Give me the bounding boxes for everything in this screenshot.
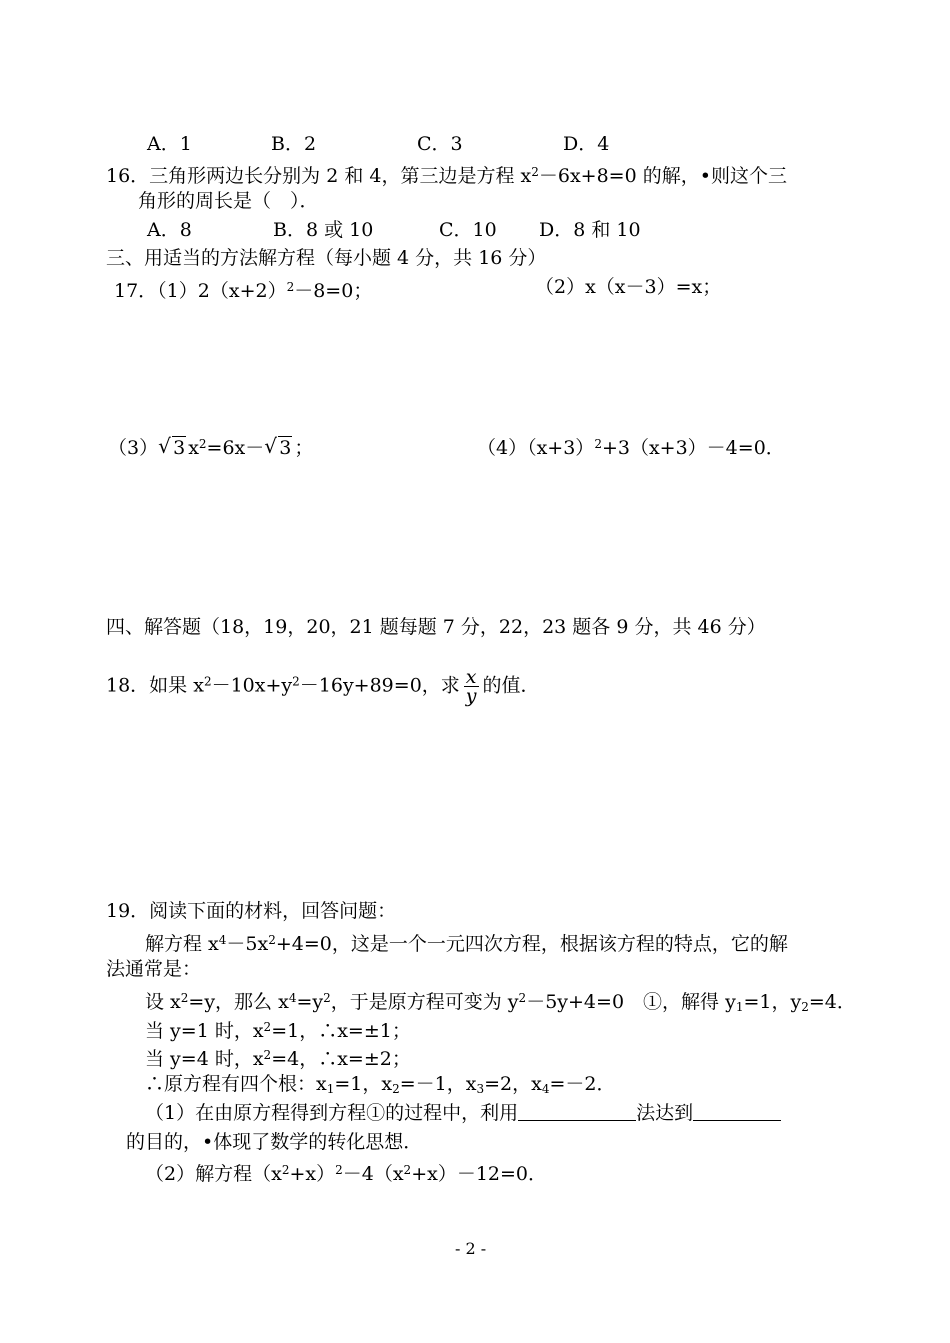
section4-title: 四、解答题（18，19，20，21 题每题 7 分，22，23 题各 9 分，共 46 分） [106, 616, 766, 638]
q19-line9 [145, 1158, 547, 1186]
q19-line7 [145, 1101, 781, 1125]
q19-l6-d: =2，x [484, 1073, 542, 1095]
q15-option-a: A．1 [147, 133, 192, 155]
q17-part3 [108, 432, 313, 460]
q19-l5-a: 当 y=4 时，x [145, 1048, 264, 1070]
q15-option-b: B．2 [271, 133, 317, 155]
q19-l7-b: 法达到 [636, 1102, 694, 1124]
fraction-numerator: x [464, 668, 479, 687]
q19-l7-a: （1）在由原方程得到方程①的过程中，利用 [145, 1102, 519, 1124]
superscript: 2 [594, 437, 602, 451]
q19-l4-a: 当 y=1 时，x [145, 1020, 264, 1042]
q18-a: 18．如果 x [106, 674, 204, 697]
q16-option-d: D．8 和 10 [539, 219, 641, 241]
sqrt-value: 3 [279, 437, 292, 459]
q17-p4-a: （4）（x+3） [477, 437, 595, 459]
q19-l9-d: +x）－12=0． [411, 1163, 548, 1185]
subscript: 4 [541, 1082, 550, 1096]
q19-title: 19．阅读下面的材料，回答问题： [106, 900, 397, 922]
q19-line2: 法通常是： [106, 958, 202, 980]
q19-l6-c: =－1，x [399, 1073, 477, 1095]
q19-l3-a: 设 x [145, 991, 181, 1013]
q19-l6-b: =1，x [334, 1073, 393, 1095]
q18-d: 的值． [482, 674, 540, 697]
q17-part1 [114, 275, 372, 303]
superscript: 2 [323, 991, 331, 1005]
q19-line6 [145, 1072, 616, 1101]
q15-options [147, 132, 609, 156]
q16-option-a: A．8 [147, 219, 192, 241]
q16-option-c: C．10 [439, 219, 497, 241]
q19-l1-b: －5x [226, 933, 269, 955]
q19-l6-a: ∴原方程有四个根：x [145, 1073, 327, 1095]
q16-text-c: 角形的周长是（ ）． [138, 190, 319, 212]
q19-l3-e: －5y+4=0 ①，解得 y [526, 991, 736, 1013]
superscript: 2 [263, 1020, 272, 1034]
superscript: 4 [288, 991, 297, 1005]
q17-p1-b: －8=0； [294, 280, 373, 302]
q18-c: －16y+89=0，求 [299, 674, 460, 697]
q19-l6-e: =－2． [549, 1073, 616, 1095]
q19-l1-c: +4=0，这是一个一元四次方程，根据该方程的特点，它的解 [275, 933, 788, 955]
superscript: 2 [198, 437, 207, 451]
q19-l9-a: （2）解方程（x [145, 1163, 282, 1185]
q15-option-c: C．3 [417, 133, 463, 155]
q17-p3-d: ； [294, 437, 314, 459]
q18 [106, 668, 540, 705]
sqrt-symbol: √ 3 [158, 434, 186, 459]
superscript: 2 [263, 1048, 272, 1062]
q16-text-a: 16．三角形两边长分别为 2 和 4，第三边是方程 x [106, 165, 532, 187]
q19-l3-f: =1，y [743, 991, 802, 1013]
section3-title: 三、用适当的方法解方程（每小题 4 分，共 16 分） [106, 247, 547, 269]
sqrt-value: 3 [173, 437, 186, 459]
superscript: 2 [268, 933, 276, 947]
subscript: 1 [735, 1000, 744, 1014]
answer-blank-2[interactable] [693, 1102, 781, 1121]
answer-blank-1[interactable] [518, 1102, 636, 1121]
superscript: 2 [292, 674, 300, 689]
q19-l5-b: =4，∴x=±2； [271, 1048, 411, 1070]
q19-l9-c: －4（x [342, 1163, 404, 1185]
subscript: 2 [392, 1082, 400, 1096]
q19-l9-b: +x） [289, 1163, 336, 1185]
q17-p1-a: 17．（1）2（x+2） [114, 280, 287, 302]
q16-line2 [138, 189, 319, 213]
q19-l3-c: =y [296, 991, 324, 1013]
q19-l4-b: =1，∴x=±1； [271, 1020, 411, 1042]
superscript: 2 [531, 165, 539, 179]
superscript: 2 [203, 674, 212, 689]
q19-l3-d: ，于是原方程可变为 y [330, 991, 519, 1013]
q19-line4 [145, 1015, 411, 1043]
subscript: 3 [476, 1082, 485, 1096]
q19-l1-a: 解方程 x [145, 933, 219, 955]
superscript: 4 [218, 933, 227, 947]
q17-part2: （2）x（x－3）=x； [535, 276, 722, 298]
q19-l3-g: =4． [808, 991, 856, 1013]
q19-line1 [145, 928, 788, 956]
q18-b: －10x+y [211, 674, 293, 697]
q17-part4 [477, 432, 785, 460]
fraction [464, 668, 479, 705]
q17-p3-a: （3） [108, 437, 159, 459]
q16-options [147, 218, 641, 242]
q17-p3-c: =6x－ [206, 437, 265, 459]
superscript: 2 [335, 1163, 343, 1177]
fraction-denominator: y [465, 685, 477, 707]
q19-line8: 的目的，•体现了数学的转化思想． [126, 1131, 423, 1153]
subscript: 2 [801, 1000, 809, 1014]
superscript: 2 [281, 1163, 290, 1177]
q17-p3-b: x [188, 437, 199, 459]
q16-line1 [106, 160, 787, 188]
q15-option-d: D．4 [563, 133, 610, 155]
sqrt-symbol: √ 3 [264, 434, 292, 459]
superscript: 2 [180, 991, 189, 1005]
superscript: 2 [403, 1163, 412, 1177]
page-number: - 2 - [455, 1239, 487, 1258]
superscript: 2 [518, 991, 527, 1005]
q19-l3-b: =y，那么 x [188, 991, 289, 1013]
q17-p4-b: +3（x+3）－4=0． [601, 437, 785, 459]
q19-line5 [145, 1043, 411, 1071]
subscript: 1 [326, 1082, 335, 1096]
q16-text-b: －6x+8=0 的解，•则这个三 [538, 165, 787, 187]
q16-option-b: B．8 或 10 [273, 219, 374, 241]
superscript: 2 [286, 280, 295, 294]
